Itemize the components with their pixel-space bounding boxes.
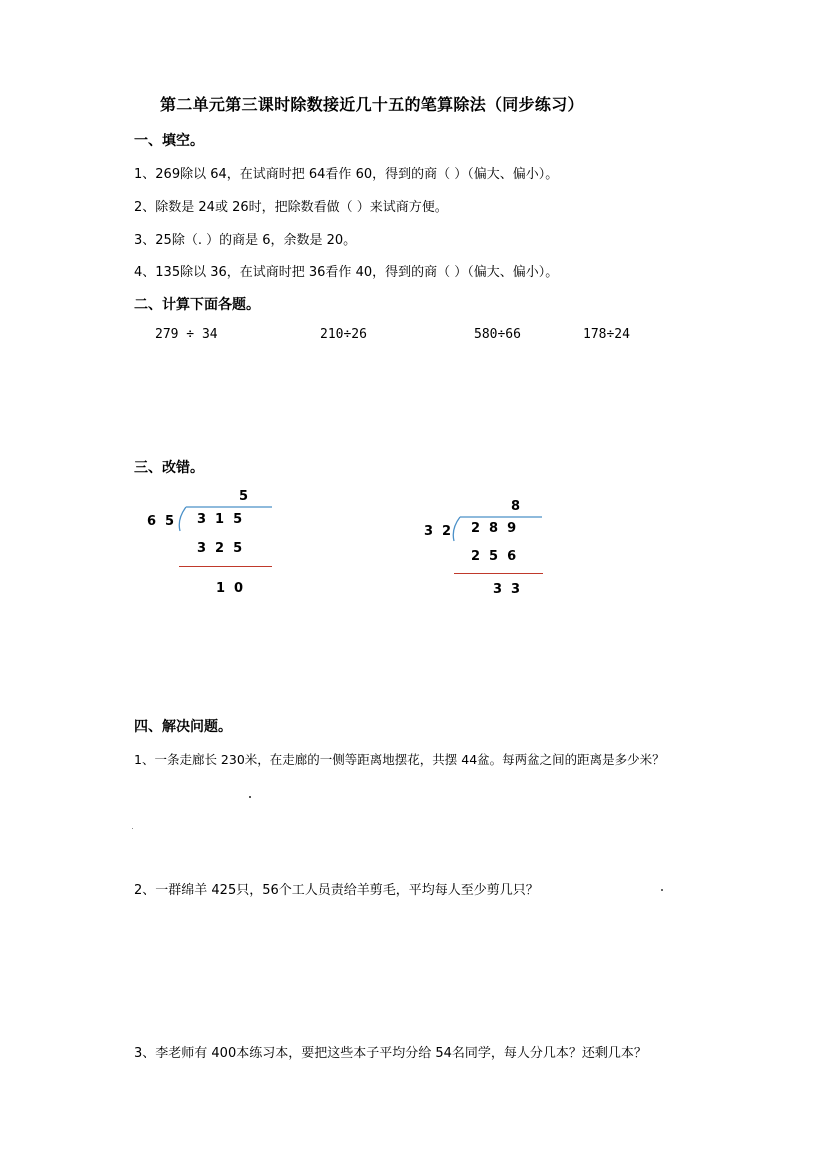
subtraction-line-left [179,566,272,567]
calc-problem-2: 210÷26 [320,327,367,342]
dividend-right: 289 [471,521,526,536]
calc-problem-4: 178÷24 [583,327,630,342]
section-1-heading: 一、填空。 [134,133,204,149]
divisor-right: 32 [424,524,461,539]
divisor-left: 65 [147,514,184,529]
fill-question-1: 1、269除以 64，在试商时把 64看作 60，得到的商（ ）（偏大、偏小）。 [134,167,559,182]
quotient-left: 5 [239,489,258,504]
word-problem-2: 2、一群绵羊 425只，56个工人员责给羊剪毛，平均每人至少剪几只？ [134,883,539,898]
dividend-left: 315 [197,512,252,527]
section-4-heading: 四、解决问题。 [134,719,232,735]
calc-problem-3: 580÷66 [474,327,521,342]
stray-mark [249,796,251,798]
fill-question-2: 2、除数是 24或 26时，把除数看做（ ）来试商方便。 [134,200,448,215]
product-left: 325 [197,541,252,556]
stray-mark [132,828,133,829]
calc-problem-1: 279 ÷ 34 [155,327,218,342]
fill-question-3: 3、25除（. ）的商是 6，余数是 20。 [134,233,357,248]
remainder-right: 33 [493,582,530,597]
word-problem-1: 1、一条走廊长 230米，在走廊的一侧等距离地摆花，共摆 44盆。每两盆之间的距离是多少米？ [134,752,665,767]
section-3-heading: 三、改错。 [134,460,204,476]
remainder-left: 10 [216,581,253,596]
stray-mark [661,889,663,891]
product-right: 256 [471,549,526,564]
quotient-right: 8 [511,499,530,514]
word-problem-3: 3、李老师有 400本练习本，要把这些本子平均分给 54名同学，每人分几本？还剩几本？ [134,1046,647,1061]
subtraction-line-right [454,573,543,574]
fill-question-4: 4、135除以 36，在试商时把 36看作 40，得到的商（ ）（偏大、偏小）。 [134,265,559,280]
page-title: 第二单元第三课时除数接近几十五的笔算除法（同步练习） [160,95,584,114]
section-2-heading: 二、计算下面各题。 [134,297,260,313]
